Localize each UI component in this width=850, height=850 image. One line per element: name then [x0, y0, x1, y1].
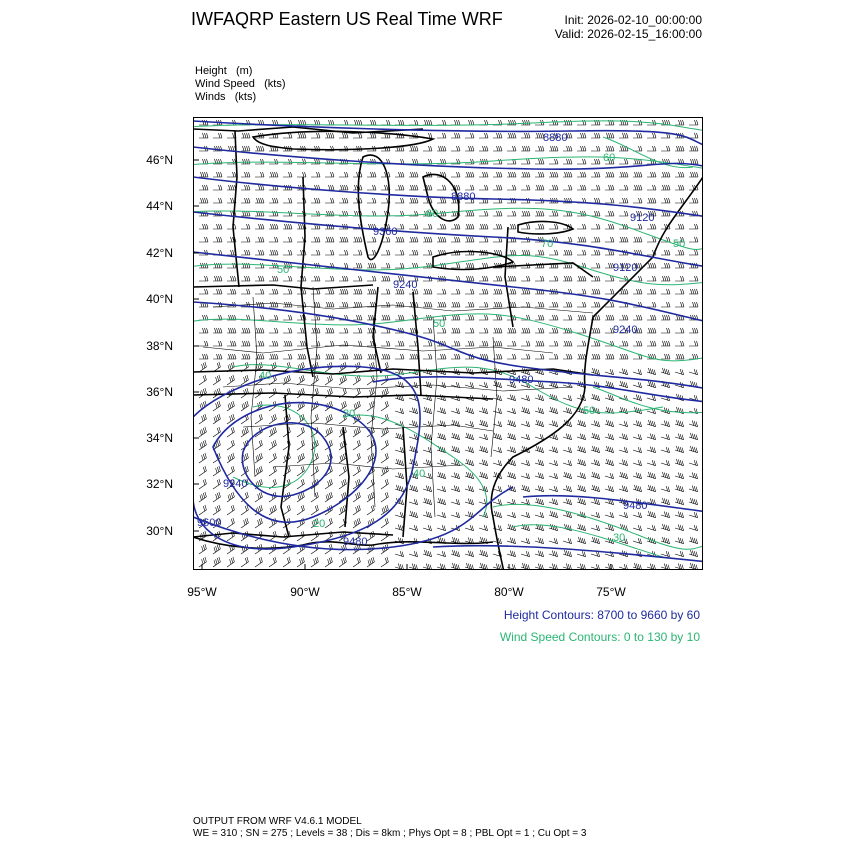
lat-label: 46°N: [146, 153, 173, 167]
chart-title: IWFAQRP Eastern US Real Time WRF: [191, 9, 503, 29]
height-label: 8880: [451, 191, 476, 203]
lat-label: 34°N: [146, 431, 173, 445]
wind-label: 50: [433, 318, 446, 330]
valid-time: Valid: 2026-02-15_16:00:00: [554, 27, 702, 41]
wind-label: 40: [259, 370, 272, 382]
wind-label: 60: [603, 152, 616, 164]
wind-label: 20: [313, 518, 326, 530]
lat-label: 40°N: [146, 292, 173, 306]
wind-label: 60: [426, 208, 439, 220]
init-time: Init: 2026-02-10_00:00:00: [564, 13, 702, 27]
height-label: 9240: [613, 324, 638, 336]
lat-label: 36°N: [146, 385, 173, 399]
lon-label: 95°W: [187, 585, 217, 599]
lat-label: 32°N: [146, 477, 173, 491]
variable-name: Height: [195, 65, 227, 77]
wind-label: 70: [541, 238, 554, 250]
height-contour-info: Height Contours: 8700 to 9660 by 60: [503, 608, 700, 622]
variable-height: [195, 65, 252, 77]
lat-label: 30°N: [146, 524, 173, 538]
wind-label: 40: [413, 468, 426, 480]
lon-label: 90°W: [290, 585, 320, 599]
variable-name: Winds: [195, 91, 226, 103]
wind-label: 30: [343, 408, 356, 420]
lon-label: 85°W: [392, 585, 422, 599]
height-label: 9480: [623, 500, 648, 512]
wind-label: 50: [583, 405, 596, 417]
height-label: 9360: [373, 226, 398, 238]
height-label: 9120: [613, 262, 638, 274]
lat-label: 38°N: [146, 339, 173, 353]
lon-label: 80°W: [494, 585, 524, 599]
variable-units: (m): [235, 65, 253, 77]
height-label: 9600: [197, 517, 222, 529]
variable-wind-speed: [195, 78, 286, 90]
wind-label: 50: [277, 264, 290, 276]
wind-label: 30: [613, 532, 626, 544]
variable-units: (kts): [234, 91, 257, 103]
wind-label: 50: [673, 238, 686, 250]
variable-name: Wind Speed: [195, 78, 255, 90]
height-label: 9120: [630, 212, 655, 224]
variable-winds: [195, 91, 256, 103]
weather-map: [193, 117, 703, 570]
wind-contour-info: Wind Speed Contours: 0 to 130 by 10: [499, 630, 700, 644]
lat-label: 44°N: [146, 199, 173, 213]
height-label: 9480: [509, 374, 534, 386]
lon-label: 75°W: [596, 585, 626, 599]
lat-label: 42°N: [146, 246, 173, 260]
model-config: WE = 310 ; SN = 275 ; Levels = 38 ; Dis = 8km ; Phys Opt = 8 ; PBL Opt = 1 ; Cu Opt = 3: [193, 828, 587, 839]
variable-units: (kts): [264, 78, 286, 90]
height-label: 8880: [543, 132, 568, 144]
height-label: 9240: [223, 478, 248, 490]
height-label: 9480: [343, 536, 368, 548]
height-label: 9240: [393, 279, 418, 291]
model-info: OUTPUT FROM WRF V4.6.1 MODEL: [193, 816, 362, 827]
